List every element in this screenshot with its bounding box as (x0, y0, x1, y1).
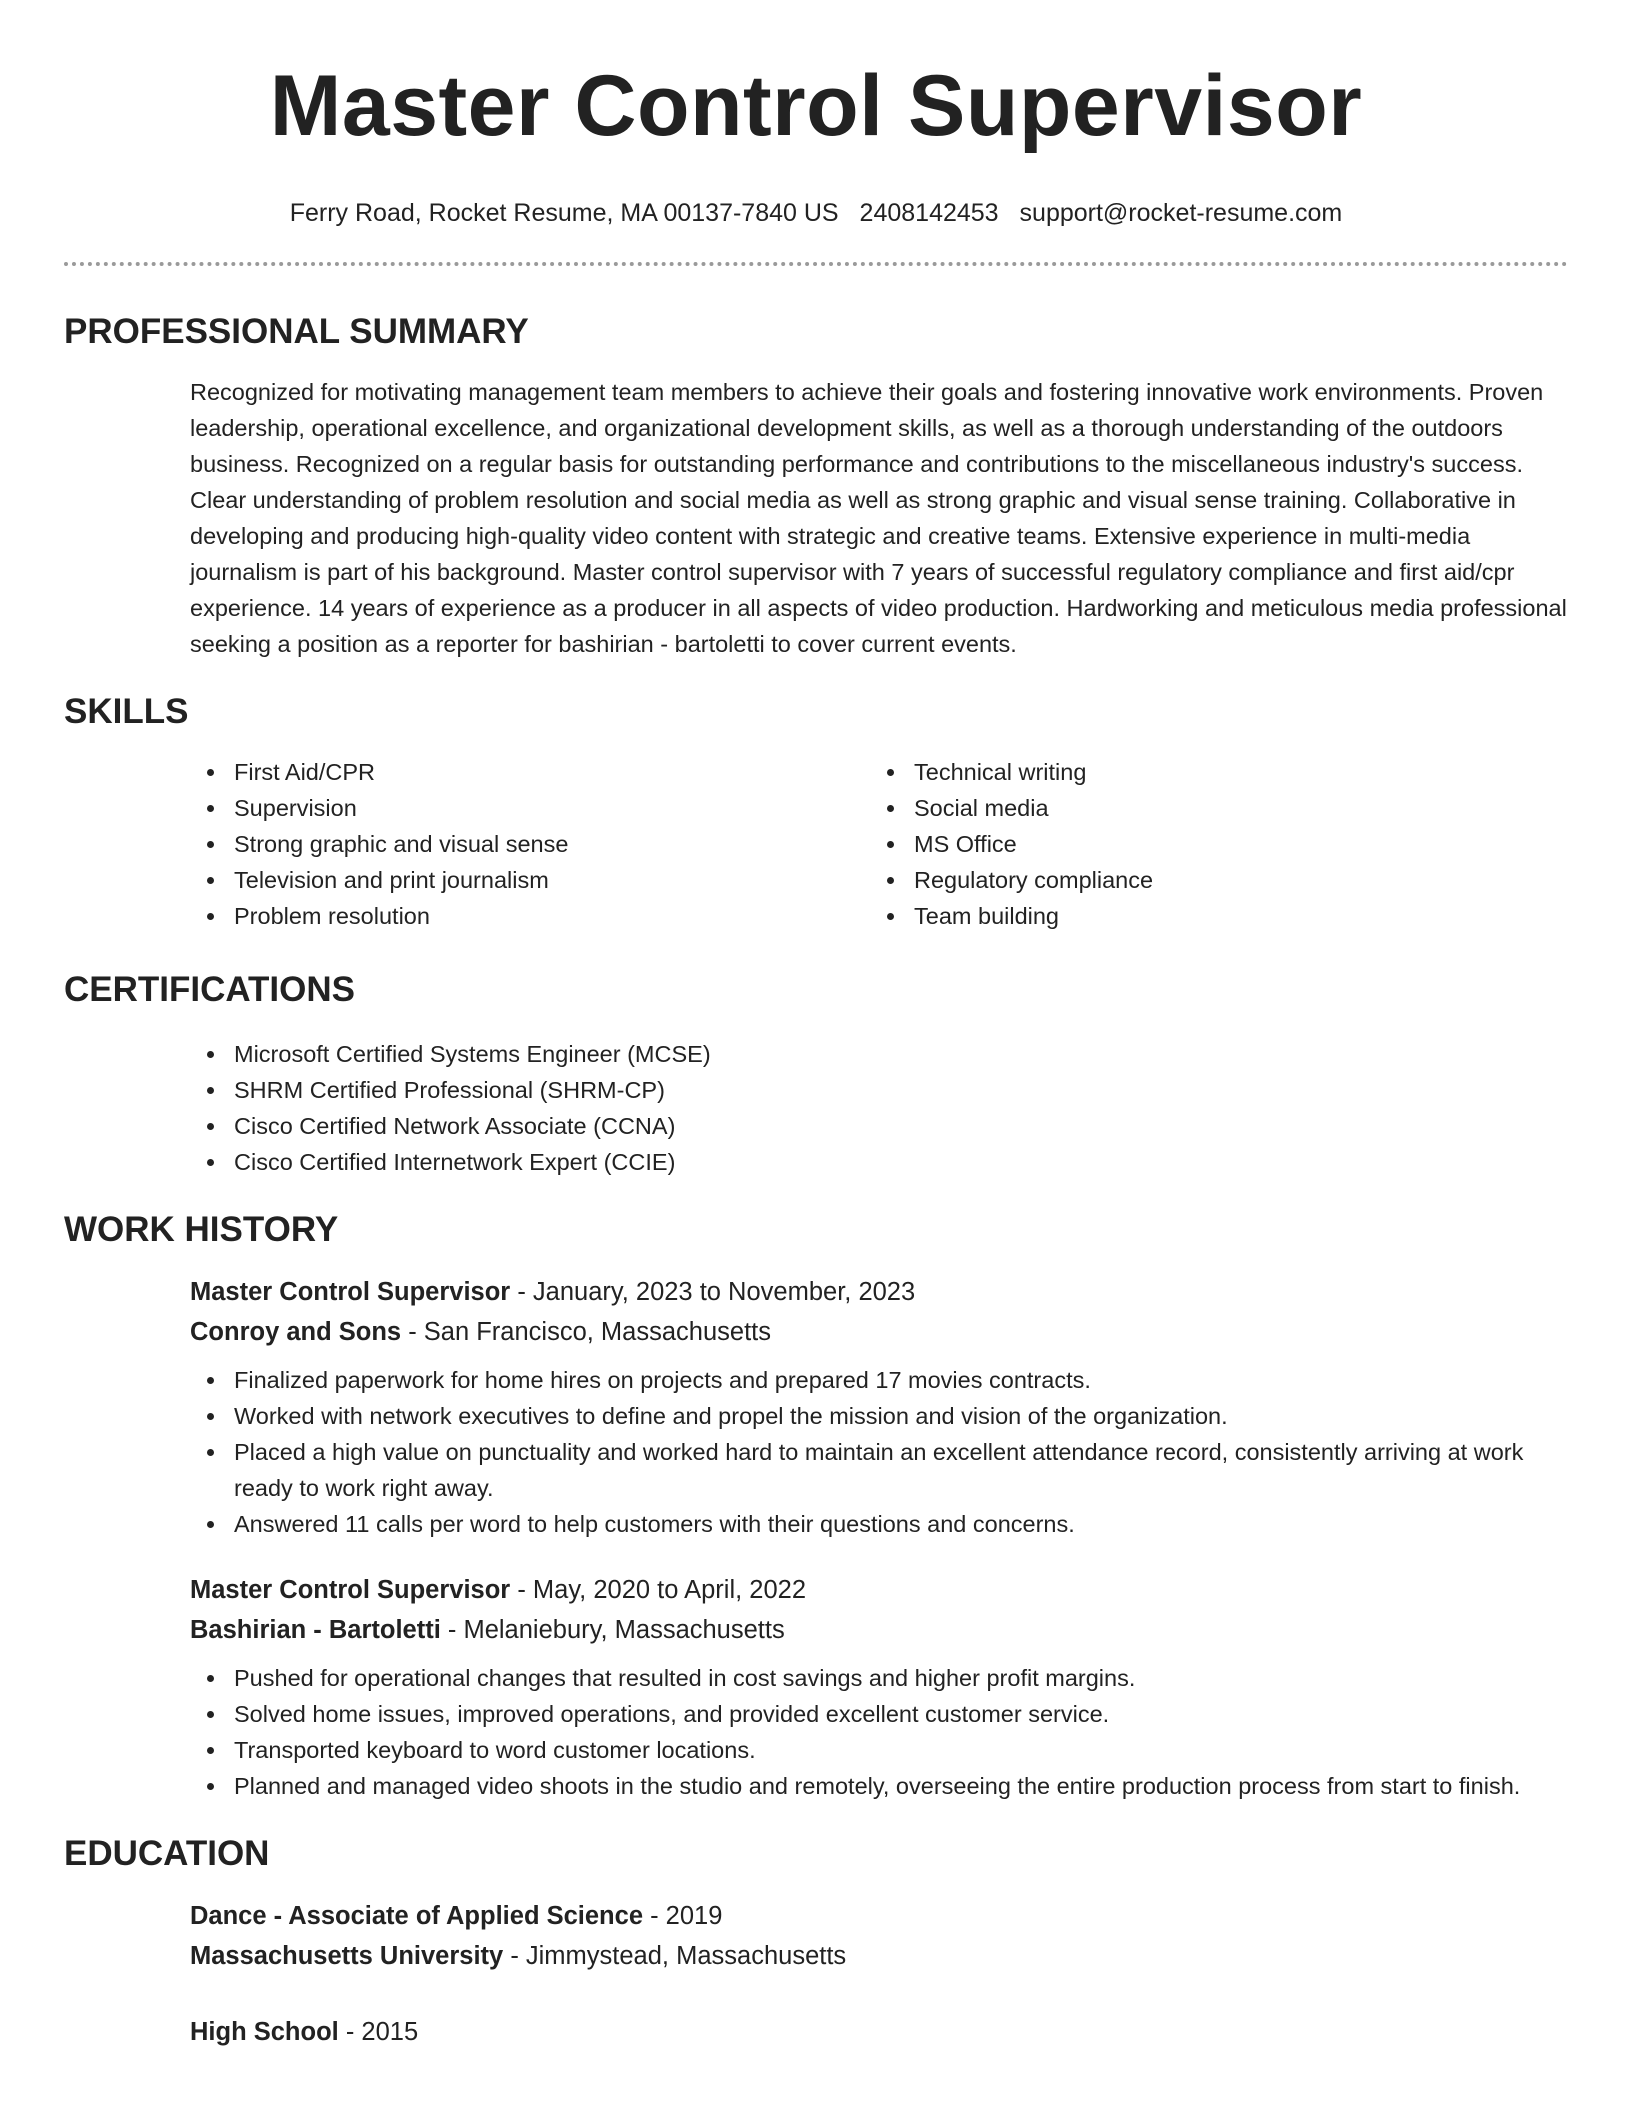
responsibility-item: Answered 11 calls per word to help customers with their questions and concerns. (190, 1506, 1568, 1542)
section-title-education: EDUCATION (64, 1834, 270, 1873)
skills-list (190, 754, 1568, 934)
skill-item: Television and print journalism (190, 862, 870, 898)
job-location: - San Francisco, Massachusetts (401, 1318, 771, 1346)
degree-line (190, 2012, 1568, 2052)
section-title-summary: PROFESSIONAL SUMMARY (64, 312, 529, 351)
skill-item: Team building (870, 898, 1550, 934)
skill-item: Technical writing (870, 754, 1550, 790)
certification-item: Microsoft Certified Systems Engineer (MCSE) (190, 1036, 1568, 1072)
responsibility-item: Transported keyboard to word customer locations. (190, 1732, 1568, 1768)
job-dates: - January, 2023 to November, 2023 (510, 1278, 916, 1306)
skills-column-right (870, 754, 1550, 934)
job-dates: - May, 2020 to April, 2022 (510, 1576, 807, 1604)
certification-item: Cisco Certified Internetwork Expert (CCIE) (190, 1144, 1568, 1180)
job-entry (190, 1570, 1568, 1804)
job-company-line (190, 1312, 1568, 1352)
responsibility-item: Worked with network executives to define and propel the mission and vision of the organization. (190, 1398, 1568, 1434)
job-responsibilities (190, 1660, 1568, 1804)
job-role: Master Control Supervisor (190, 1278, 511, 1306)
job-company: Bashirian - Bartoletti (190, 1616, 441, 1644)
education-entry (190, 2012, 1568, 2052)
certification-item: Cisco Certified Network Associate (CCNA) (190, 1108, 1568, 1144)
skill-item: Social media (870, 790, 1550, 826)
summary-text: Recognized for motivating management team members to achieve their goals and fostering innovative work environments. Proven leadership, operational excellence, and organizational development skills, as well as a thorough understanding of the outdoors business. Recognized on a regular basis for outstanding performance and contributions to the miscellaneous industry's success. Clear understanding of problem resolution and social media as well as strong graphic and visual sense training. Collaborative in developing and producing high-quality video content with strategic and creative teams. Extensive experience in multi-media journalism is part of his background. Master control supervisor with 7 years of successful regulatory compliance and first aid/cpr experience. 14 years of experience as a producer in all aspects of video production. Hardworking and meticulous media professional seeking a position as a reporter for bashirian - bartoletti to cover current events. (190, 379, 1567, 657)
job-entry (190, 1272, 1568, 1542)
email: support@rocket-resume.com (1019, 199, 1343, 227)
certifications-list (190, 1036, 1568, 1180)
responsibility-item: Pushed for operational changes that resulted in cost savings and higher profit margins. (190, 1660, 1568, 1696)
skill-item: Regulatory compliance (870, 862, 1550, 898)
school-location: - Jimmystead, Massachusetts (503, 1942, 847, 1970)
school-line (190, 1936, 1568, 1976)
section-title-work-history: WORK HISTORY (64, 1210, 339, 1249)
job-company-line (190, 1610, 1568, 1650)
section-title-skills: SKILLS (64, 692, 189, 731)
job-responsibilities (190, 1362, 1568, 1542)
responsibility-item: Solved home issues, improved operations, and provided excellent customer service. (190, 1696, 1568, 1732)
skill-item: First Aid/CPR (190, 754, 870, 790)
phone: 2408142453 (859, 199, 999, 227)
degree-line (190, 1896, 1568, 1936)
job-company: Conroy and Sons (190, 1318, 402, 1346)
skill-item: Strong graphic and visual sense (190, 826, 870, 862)
degree: Dance - Associate of Applied Science (190, 1902, 643, 1930)
skills-column-left (190, 754, 870, 934)
skill-item: Problem resolution (190, 898, 870, 934)
certification-item: SHRM Certified Professional (SHRM-CP) (190, 1072, 1568, 1108)
graduation-year: - 2015 (338, 2018, 419, 2046)
responsibility-item: Placed a high value on punctuality and worked hard to maintain an excellent attendance record, consistently arriving at work ready to work right away. (190, 1434, 1568, 1506)
job-title-line (190, 1570, 1568, 1610)
candidate-name: Master Control Supervisor (269, 58, 1363, 154)
skill-item: MS Office (870, 826, 1550, 862)
education-entry (190, 1896, 1568, 1976)
section-title-certifications: CERTIFICATIONS (64, 970, 356, 1009)
graduation-year: - 2019 (643, 1902, 723, 1930)
address: Ferry Road, Rocket Resume, MA 00137-7840 US (289, 199, 839, 227)
job-role: Master Control Supervisor (190, 1576, 511, 1604)
responsibility-item: Finalized paperwork for home hires on projects and prepared 17 movies contracts. (190, 1362, 1568, 1398)
contact-line (64, 198, 1568, 228)
header-divider (64, 262, 1568, 266)
degree: High School (190, 2018, 339, 2046)
responsibility-item: Planned and managed video shoots in the studio and remotely, overseeing the entire production process from start to finish. (190, 1768, 1568, 1804)
school: Massachusetts University (190, 1942, 504, 1970)
job-title-line (190, 1272, 1568, 1312)
skill-item: Supervision (190, 790, 870, 826)
job-location: - Melaniebury, Massachusetts (440, 1616, 785, 1644)
